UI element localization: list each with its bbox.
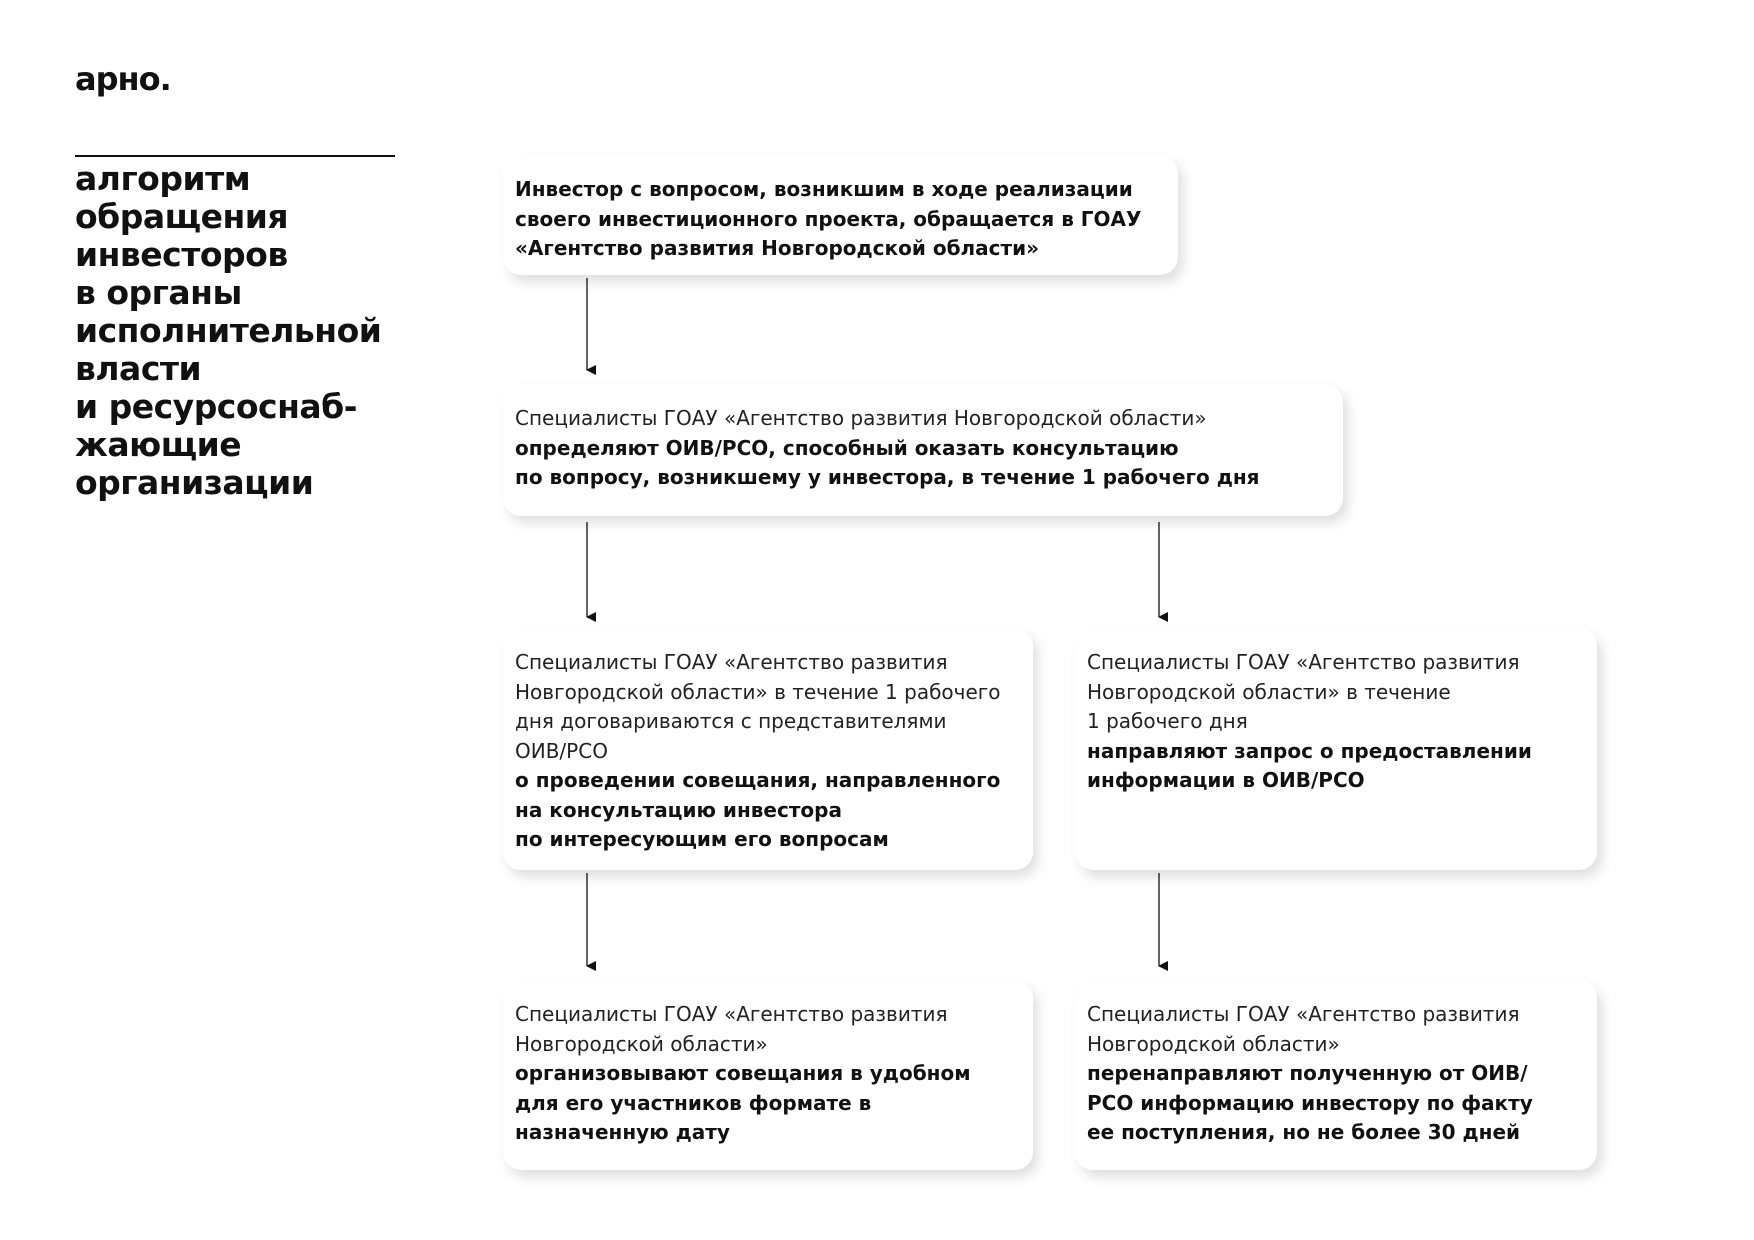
- step-text-normal: Специалисты ГОАУ «Агентство развития Новгородской области»: [1087, 1002, 1520, 1056]
- step-send-request: [1075, 628, 1597, 870]
- step-text-normal: Специалисты ГОАУ «Агентство развития Новгородской области»: [515, 1002, 948, 1056]
- step-organize-meeting: [503, 980, 1033, 1170]
- step-text-bold: организовывают совещания в удобном для его участников формате в назначенную дату: [515, 1061, 971, 1144]
- step-text-bold: определяют ОИВ/РСО, способный оказать консультацию по вопросу, возникшему у инвестора, в течение 1 рабочего дня: [515, 435, 1260, 489]
- step-text-bold: о проведении совещания, направленного на консультацию инвестора по интересующим его вопросам: [515, 768, 1001, 851]
- step-define-oiv-rso: [503, 384, 1343, 516]
- step-investor-request: [503, 155, 1178, 275]
- step-text-bold: перенаправляют полученную от ОИВ/ РСО информацию инвестору по факту ее поступления, но не более 30 дней: [1087, 1061, 1533, 1144]
- logo: арно.: [75, 60, 171, 98]
- step-text-bold: Инвестор с вопросом, возникшим в ходе реализации своего инвестиционного проекта, обращается в ГОАУ «Агентство развития Новгородской области»: [515, 177, 1142, 260]
- step-arrange-meeting: [503, 628, 1033, 870]
- step-text-normal: Специалисты ГОАУ «Агентство развития Новгородской области» в течение 1 рабочего дня договариваются с представителями ОИВ/РСО: [515, 650, 1001, 763]
- step-text-normal: Специалисты ГОАУ «Агентство развития Новгородской области»: [515, 406, 1207, 430]
- step-forward-information: [1075, 980, 1597, 1170]
- step-text-bold: направляют запрос о предоставлении информации в ОИВ/РСО: [1087, 738, 1532, 792]
- step-text-normal: Специалисты ГОАУ «Агентство развития Новгородской области» в течение 1 рабочего дня: [1087, 650, 1520, 733]
- page-title: алгоритм обращения инвесторов в органы исполнительной власти и ресурсоснаб- жающие организации: [75, 159, 382, 502]
